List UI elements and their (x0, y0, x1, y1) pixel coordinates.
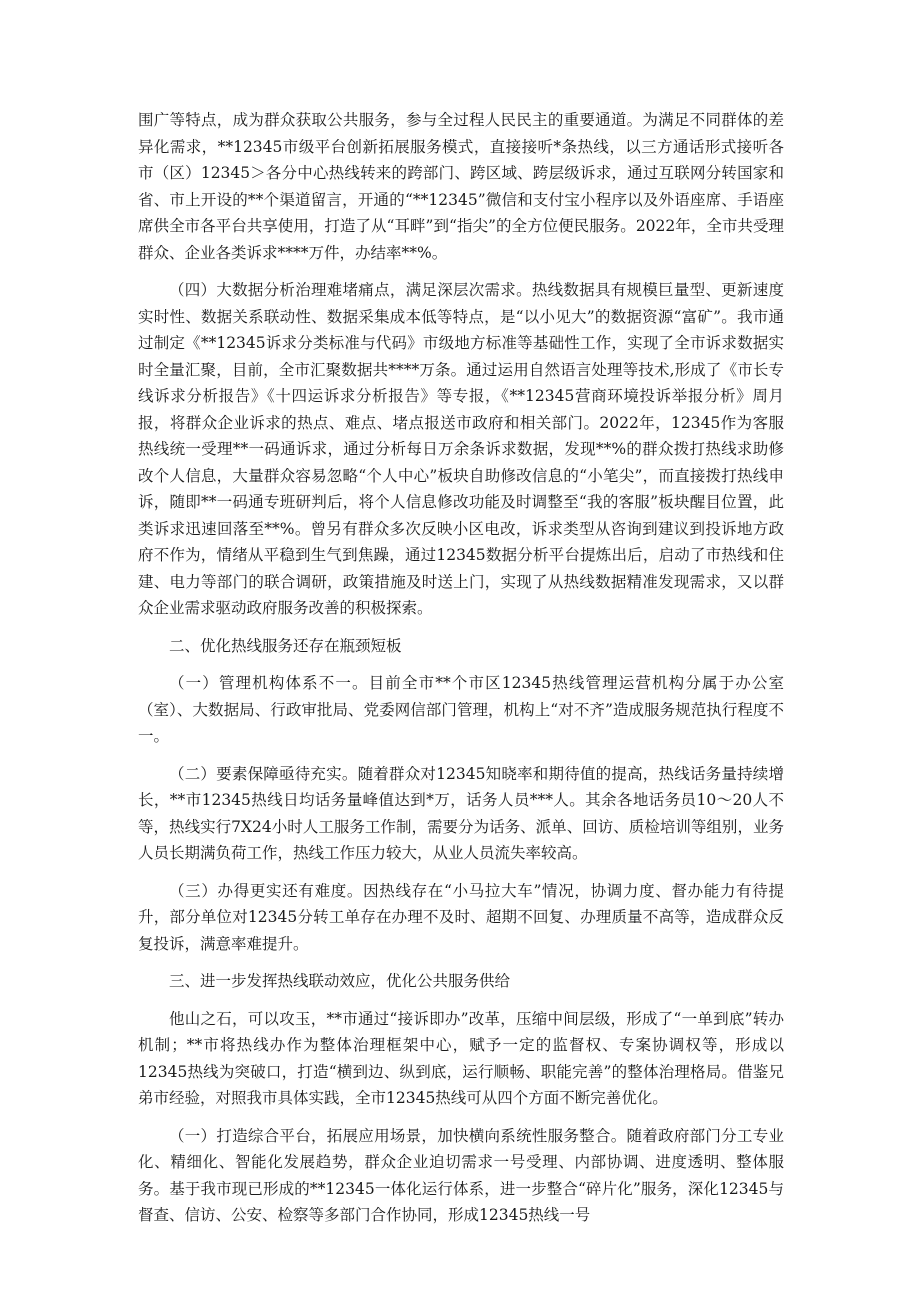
paragraph-learning-from-others: 他山之石，可以攻玉，**市通过“接诉即办”改革，压缩中间层级，形成了“一单到底”转办机制；**市将热线办作为整体治理框架中心，赋予一定的监督权、专案协调权等，形成以12345热线为突破口，打造“横到边、纵到底，运行顺畅、职能完善”的整体治理格局。借鉴兄弟市经验，对照我市具体实践，全市12345热线可从四个方面不断完善优化。 (138, 1009, 784, 1107)
paragraph-management-system: （一）管理机构体系不一。目前全市**个市区12345热线管理运营机构分属于办公室（室）、大数据局、行政审批局、党委网信部门管理，机构上“对不齐”造成服务规范执行程度不一。 (138, 674, 784, 745)
paragraph-continuation: 围广等特点，成为群众获取公共服务，参与全过程人民民主的重要通道。为满足不同群体的差异化需求，**12345市级平台创新拓展服务模式，直接接听*条热线，以三方通话形式接听各市（区）12345＞各分中心热线转来的跨部门、跨区域、跨层级诉求，通过互联网分转国家和省、市上开设的**个渠道留言，开通的“**12345”微信和支付宝小程序以及外语座席、手语座席供全市各平台共享使用，打造了从“耳畔”到“指尖”的全方位便民服务。2022年，全市共受理群众、企业各类诉求****万件，办结率**%。 (138, 111, 784, 262)
paragraph-integrated-platform: （一）打造综合平台，拓展应用场景，加快横向系统性服务整合。随着政府部门分工专业化、精细化、智能化发展趋势，群众企业迫切需求一号受理、内部协调、进度透明、整体服务。基于我市现已形成的**12345一体化运行体系，进一步整合“碎片化”服务，深化12345与督查、信访、公安、检察等多部门合作协同，形成12345热线一号 (138, 1126, 784, 1224)
paragraph-resource-support: （二）要素保障亟待充实。随着群众对12345知晓率和期待值的提高，热线话务量持续增长，**市12345热线日均话务量峰值达到*万，话务人员***人。其余各地话务员10～20人不等，热线实行7X24小时人工服务工作制，需要分为话务、派单、回访、质检培训等组别，业务人员长期满负荷工作，热线工作压力较大，从业人员流失率较高。 (138, 764, 784, 862)
paragraph-handling-difficulty: （三）办得更实还有难度。因热线存在“小马拉大车”情况，协调力度、督办能力有待提升，部分单位对12345分转工单存在办理不及时、超期不回复、办理质量不高等，造成群众反复投诉，满意率难提升。 (138, 881, 784, 953)
section-heading-3: 三、进一步发挥热线联动效应，优化公共服务供给 (169, 972, 511, 990)
document-body (138, 107, 784, 1240)
section-heading-2: 二、优化热线服务还存在瓶颈短板 (169, 636, 402, 655)
paragraph-big-data-analysis: （四）大数据分析治理难堵痛点，满足深层次需求。热线数据具有规模巨量型、更新速度实时性、数据关系联动性、数据采集成本低等特点，是“以小见大”的数据资源“富矿”。我市通过制定《**12345诉求分类标准与代码》市级地方标准等基础性工作，实现了全市诉求数据实时全量汇聚，目前，全市汇聚数据共****万条。通过运用自然语言处理等技术,形成了《市长专线诉求分析报告》《十四运诉求分析报告》等专报，《**12345营商环境投诉举报分析》周月报，将群众企业诉求的热点、难点、堵点报送市政府和相关部门。2022年，12345作为客服热线统一受理**一码通诉求，通过分析每日万余条诉求数据，发现**%的群众拨打热线求助修改个人信息，大量群众容易忽略“个人中心”板块自助修改信息的“小笔尖”，而直接拨打热线申诉，随即**一码通专班研判后，将个人信息修改功能及时调整至“我的客服”板块醒目位置，此类诉求迅速回落至**%。曾另有群众多次反映小区电改，诉求类型从咨询到建议到投诉地方政府不作为，情绪从平稳到生气到焦躁，通过12345数据分析平台提炼出后，启动了市热线和住建、电力等部门的联合调研，政策措施及时送上门，实现了从热线数据精准发现需求，又以群众企业需求驱动政府服务改善的积极探索。 (138, 281, 784, 617)
